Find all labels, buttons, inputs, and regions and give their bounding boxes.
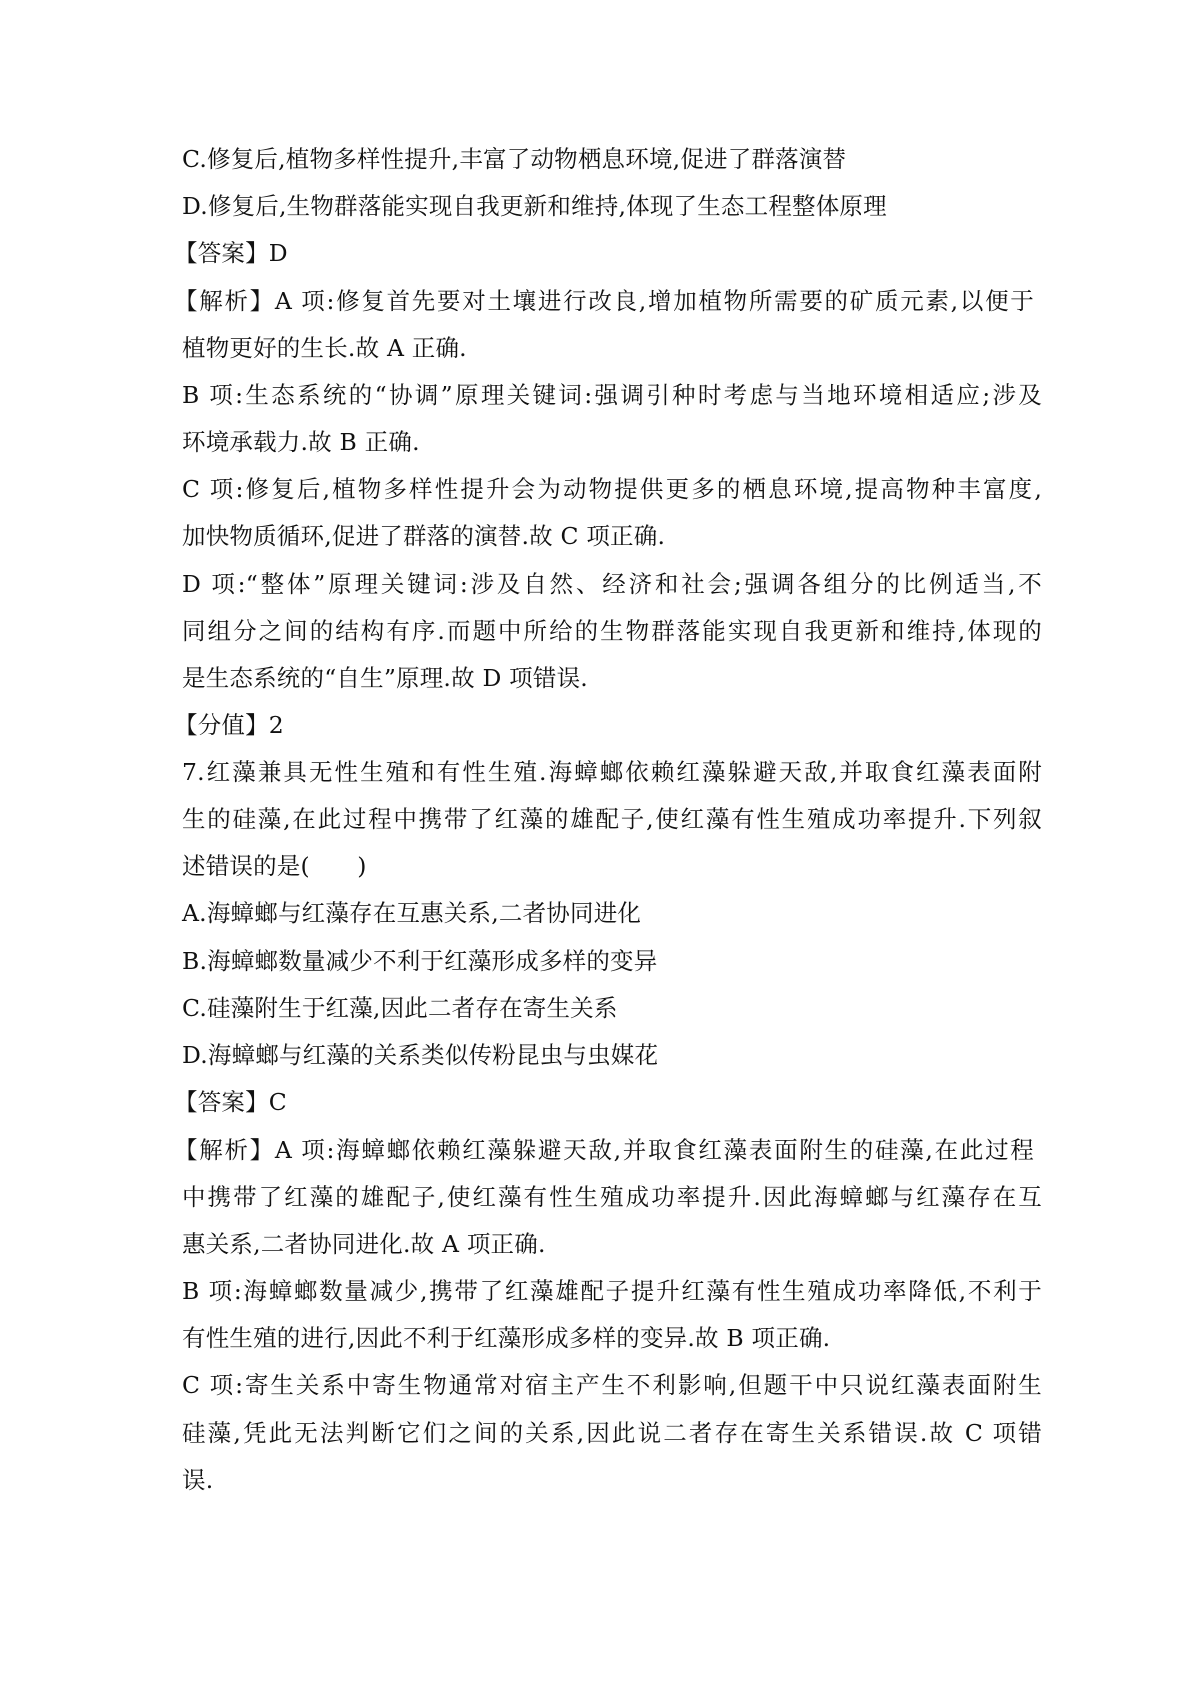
q7-option-d: D.海蟑螂与红藻的关系类似传粉昆虫与虫媒花 [182,1041,659,1069]
q6-analysis-line: C 项:修复后,植物多样性提升会为动物提供更多的栖息环境,提高物种丰富度, [182,475,1042,503]
q7-analysis-line: 有性生殖的进行,因此不利于红藻形成多样的变异.故 B 项正确. [182,1324,831,1352]
q6-option-d: D.修复后,生物群落能实现自我更新和维持,体现了生态工程整体原理 [182,192,887,220]
q6-analysis-line: 是生态系统的“自生”原理.故 D 项错误. [182,664,588,692]
q6-analysis-line: 环境承载力.故 B 正确. [182,428,420,456]
q7-option-b: B.海蟑螂数量减少不利于红藻形成多样的变异 [182,947,658,975]
q7-analysis-line: 硅藻,凭此无法判断它们之间的关系,因此说二者存在寄生关系错误.故 C 项错 [182,1419,1042,1447]
q7-stem-line: 7.红藻兼具无性生殖和有性生殖.海蟑螂依赖红藻躲避天敌,并取食红藻表面附 [182,758,1042,786]
q7-analysis-line: 惠关系,二者协同进化.故 A 项正确. [182,1230,546,1258]
q7-option-a: A.海蟑螂与红藻存在互惠关系,二者协同进化 [182,899,642,927]
q6-analysis-line: 同组分之间的结构有序.而题中所给的生物群落能实现自我更新和维持,体现的 [182,617,1042,645]
q6-option-c: C.修复后,植物多样性提升,丰富了动物栖息环境,促进了群落演替 [182,145,847,173]
q6-analysis-line: 【解析】A 项:修复首先要对土壤进行改良,增加植物所需要的矿质元素,以便于 [174,287,1034,315]
q7-stem-line: 述错误的是( ) [182,852,367,880]
q6-analysis-line: 加快物质循环,促进了群落的演替.故 C 项正确. [182,522,666,550]
q6-score: 【分值】2 [174,711,284,739]
q7-option-c: C.硅藻附生于红藻,因此二者存在寄生关系 [182,994,618,1022]
q6-answer: 【答案】D [174,239,288,267]
q7-stem-line: 生的硅藻,在此过程中携带了红藻的雄配子,使红藻有性生殖成功率提升.下列叙 [182,805,1042,833]
q7-analysis-line: C 项:寄生关系中寄生物通常对宿主产生不利影响,但题干中只说红藻表面附生 [182,1371,1042,1399]
q6-analysis-line: D 项:“整体”原理关键词:涉及自然、经济和社会;强调各组分的比例适当,不 [182,570,1042,598]
q7-answer: 【答案】C [174,1088,287,1116]
q6-analysis-line: 植物更好的生长.故 A 正确. [182,334,467,362]
q7-analysis-line: 中携带了红藻的雄配子,使红藻有性生殖成功率提升.因此海蟑螂与红藻存在互 [182,1183,1042,1211]
q7-analysis-line: B 项:海蟑螂数量减少,携带了红藻雄配子提升红藻有性生殖成功率降低,不利于 [182,1277,1042,1305]
q7-analysis-line: 【解析】A 项:海蟑螂依赖红藻躲避天敌,并取食红藻表面附生的硅藻,在此过程 [174,1136,1034,1164]
q7-analysis-line: 误. [182,1466,214,1494]
q6-analysis-line: B 项:生态系统的“协调”原理关键词:强调引种时考虑与当地环境相适应;涉及 [182,381,1042,409]
